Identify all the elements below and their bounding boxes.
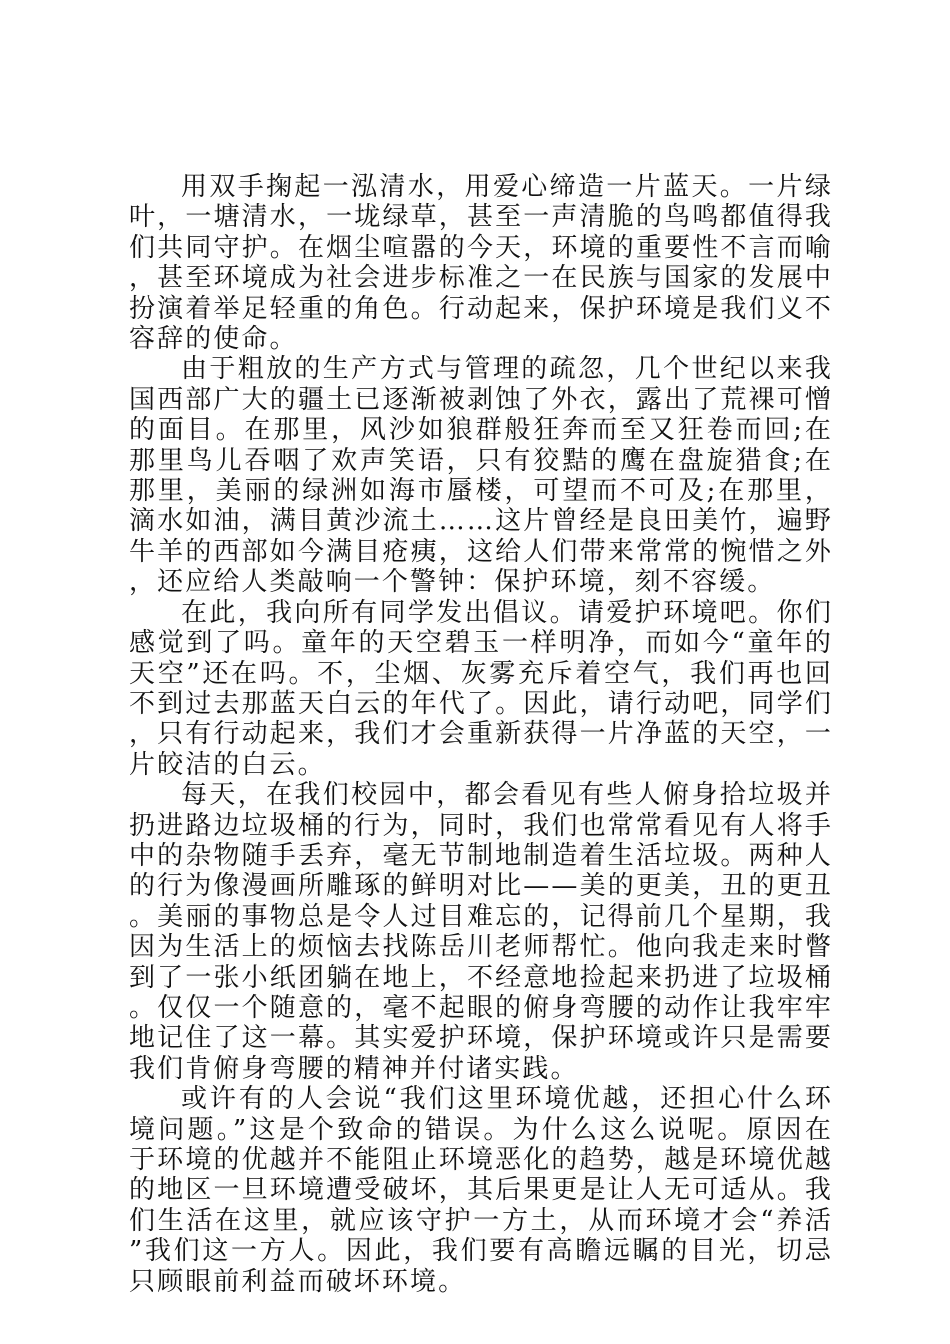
paragraph-1: 用双手掬起一泓清水，用爱心缔造一片蓝天。一片绿叶，一塘清水，一垅绿草，甚至一声清脆的鸟鸣都值得我们共同守护。在烟尘喧嚣的今天，环境的重要性不言而喻，甚至环境成为社会进步标准之一在民族与国家的发展中扮演着举足轻重的角色。行动起来，保护环境是我们义不容辞的使命。 xyxy=(129,172,833,355)
paragraph-4: 每天，在我们校园中，都会看见有些人俯身拾垃圾并扔进路边垃圾桶的行为，同时，我们也常常看见有人将手中的杂物随手丢弃，毫无节制地制造着生活垃圾。两种人的行为像漫画所雕琢的鲜明对比——美的更美，丑的更丑。美丽的事物总是令人过目难忘的，记得前几个星期，我因为生活上的烦恼去找陈岳川老师帮忙。他向我走来时瞥到了一张小纸团躺在地上，不经意地捡起来扔进了垃圾桶。仅仅一个随意的，毫不起眼的俯身弯腰的动作让我牢牢地记住了这一幕。其实爱护环境，保护环境或许只是需要我们肯俯身弯腰的精神并付诸实践。 xyxy=(129,780,833,1084)
paragraph-3: 在此，我向所有同学发出倡议。请爱护环境吧。你们感觉到了吗。童年的天空碧玉一样明净，而如今“童年的天空”还在吗。不，尘烟、灰雾充斥着空气，我们再也回不到过去那蓝天白云的年代了。因此，请行动吧，同学们，只有行动起来，我们才会重新获得一片净蓝的天空，一片皎洁的白云。 xyxy=(129,597,833,780)
paragraph-5: 或许有的人会说“我们这里环境优越，还担心什么环境问题。”这是个致命的错误。为什么这么说呢。原因在于环境的优越并不能阻止环境恶化的趋势，越是环境优越的地区一旦环境遭受破坏，其后果更是让人无可适从。我们生活在这里，就应该守护一方土，从而环境才会“养活”我们这一方人。因此，我们要有高瞻远瞩的目光，切忌只顾眼前利益而破坏环境。 xyxy=(129,1084,833,1297)
paragraph-2: 由于粗放的生产方式与管理的疏忽，几个世纪以来我国西部广大的疆土已逐渐被剥蚀了外衣，露出了荒裸可憎的面目。在那里，风沙如狼群般狂奔而至又狂卷而回;在那里鸟儿吞咽了欢声笑语，只有狡黠的鹰在盘旋猎食;在那里，美丽的绿洲如海市蜃楼，可望而不可及;在那里，滴水如油，满目黄沙流土……这片曾经是良田美竹，遍野牛羊的西部如今满目疮痍，这给人们带来常常的惋惜之外，还应给人类敲响一个警钟：保护环境，刻不容缓。 xyxy=(129,354,833,598)
document-body xyxy=(129,172,833,1297)
